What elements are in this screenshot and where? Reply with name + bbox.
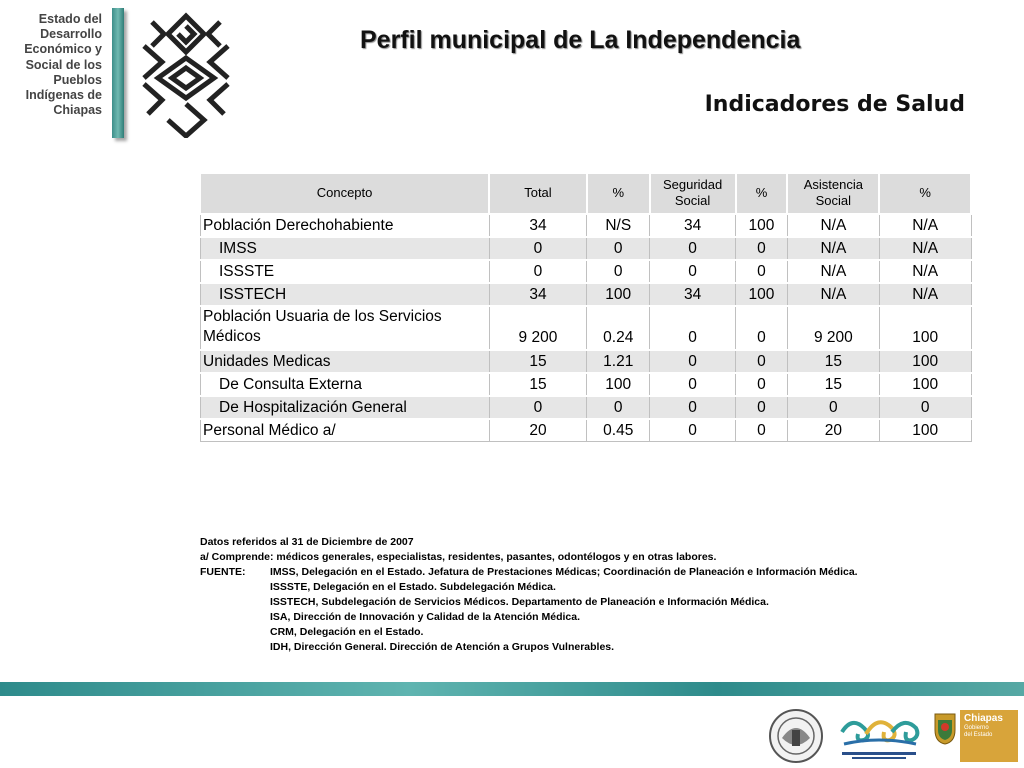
org-line: Pueblos (53, 72, 102, 87)
row-concept: Población Usuaria de los Servicios Médicos (201, 306, 490, 350)
table-row (201, 306, 972, 350)
table-cell-seg-pct: 0 (736, 396, 788, 419)
org-line: Indígenas de (25, 88, 102, 103)
table-row (201, 396, 972, 419)
source-line: ISA, Dirección de Innovación y Calidad de la Atención Médica. (270, 611, 581, 623)
column-header-total: Total (489, 174, 587, 214)
table-cell-asist-social: 0 (787, 396, 879, 419)
table-row (201, 373, 972, 396)
table-row (201, 283, 972, 306)
mexico-nacion-multicultural-logo-icon (838, 710, 920, 762)
section-title: Indicadores de Salud (704, 92, 965, 117)
table-cell-total: 20 (489, 419, 587, 442)
table-cell-seg-social: 0 (650, 419, 736, 442)
column-header-asistencia-pct: % (879, 174, 971, 214)
column-header-pct: % (587, 174, 650, 214)
footnote-a: a/ Comprende: médicos generales, especialistas, residentes, pasantes, odontélogos y en otras labores. (200, 551, 717, 563)
table-cell-seg-pct: 0 (736, 237, 788, 260)
source-line: IDH, Dirección General. Dirección de Atención a Grupos Vulnerables. (270, 641, 615, 653)
table-cell-seg-social: 34 (650, 214, 736, 237)
table-cell-asist-pct: 100 (879, 373, 971, 396)
table-cell-seg-pct: 0 (736, 260, 788, 283)
header-accent-bar (112, 8, 124, 138)
table-row (201, 260, 972, 283)
org-line: Social de los (25, 57, 102, 72)
row-concept: IMSS (201, 237, 490, 260)
org-line: Desarrollo (40, 27, 102, 42)
table-cell-total: 0 (489, 260, 587, 283)
table-cell-total: 34 (489, 214, 587, 237)
table-cell-seg-social: 0 (650, 350, 736, 373)
column-header-concepto: Concepto (201, 174, 490, 214)
health-indicators-table (200, 173, 972, 442)
table-cell-total: 0 (489, 396, 587, 419)
table-cell-seg-social: 0 (650, 306, 736, 350)
source-label: FUENTE: (200, 566, 246, 578)
table-cell-asist-pct: 0 (879, 396, 971, 419)
row-concept: De Hospitalización General (201, 396, 490, 419)
row-concept: ISSSTE (201, 260, 490, 283)
table-row (201, 214, 972, 237)
chiapas-coat-of-arms-icon (932, 710, 958, 746)
chiapas-box-line: del Estado (964, 732, 993, 738)
table-cell-pct: 0.24 (587, 306, 650, 350)
table-cell-total: 34 (489, 283, 587, 306)
table-cell-asist-pct: N/A (879, 260, 971, 283)
page-title: Perfil municipal de La Independencia (360, 26, 801, 54)
table-cell-pct: 0.45 (587, 419, 650, 442)
table-cell-asist-social: N/A (787, 260, 879, 283)
table-row (201, 419, 972, 442)
footnotes (200, 535, 858, 655)
table-cell-asist-social: 15 (787, 350, 879, 373)
table-cell-total: 15 (489, 350, 587, 373)
table-cell-seg-pct: 100 (736, 214, 788, 237)
table-cell-seg-pct: 0 (736, 306, 788, 350)
chiapas-government-logo (960, 710, 1018, 762)
table-cell-asist-social: 15 (787, 373, 879, 396)
table-cell-total: 0 (489, 237, 587, 260)
source-line: IMSS, Delegación en el Estado. Jefatura de Prestaciones Médicas; Coordinación de Planeación e Información Médica. (270, 566, 858, 578)
table-cell-pct: 100 (587, 373, 650, 396)
table-cell-total: 15 (489, 373, 587, 396)
table-header-row (201, 174, 972, 214)
table-row (201, 350, 972, 373)
row-concept: Población Derechohabiente (201, 214, 490, 237)
table-cell-total: 9 200 (489, 306, 587, 350)
table-cell-pct: 0 (587, 396, 650, 419)
chiapas-box-line: Gobierno (964, 725, 989, 731)
table-cell-asist-social: 20 (787, 419, 879, 442)
column-header-seguridad-social: Seguridad Social (650, 174, 736, 214)
indigenous-pattern-logo-icon (134, 8, 238, 138)
date-note: Datos referidos al 31 de Diciembre de 2007 (200, 536, 414, 548)
table-cell-asist-pct: N/A (879, 283, 971, 306)
table-cell-asist-social: N/A (787, 283, 879, 306)
table-cell-seg-pct: 0 (736, 350, 788, 373)
table-cell-asist-social: N/A (787, 214, 879, 237)
row-concept: ISSTECH (201, 283, 490, 306)
table-cell-pct: 0 (587, 260, 650, 283)
unam-seal-icon (768, 708, 824, 764)
table-cell-asist-pct: 100 (879, 350, 971, 373)
organization-name (14, 12, 102, 118)
table-cell-seg-social: 0 (650, 237, 736, 260)
table-cell-seg-pct: 0 (736, 373, 788, 396)
table-cell-seg-social: 0 (650, 396, 736, 419)
table-cell-pct: 1.21 (587, 350, 650, 373)
org-line: Chiapas (53, 103, 102, 118)
chiapas-box-title: Chiapas (964, 713, 1003, 724)
table-cell-seg-social: 0 (650, 260, 736, 283)
table-cell-asist-social: 9 200 (787, 306, 879, 350)
table-row (201, 237, 972, 260)
source-line: ISSSTE, Delegación en el Estado. Subdelegación Médica. (270, 581, 556, 593)
table-cell-asist-pct: 100 (879, 419, 971, 442)
table-cell-seg-pct: 100 (736, 283, 788, 306)
table-cell-asist-pct: N/A (879, 214, 971, 237)
table-cell-asist-pct: N/A (879, 237, 971, 260)
row-concept: Unidades Medicas (201, 350, 490, 373)
row-concept: De Consulta Externa (201, 373, 490, 396)
table-cell-pct: N/S (587, 214, 650, 237)
org-line: Estado del (38, 12, 102, 26)
source-line: CRM, Delegación en el Estado. (270, 626, 424, 638)
table-cell-seg-pct: 0 (736, 419, 788, 442)
column-header-seguridad-pct: % (736, 174, 788, 214)
footer-band (0, 682, 1024, 696)
source-line: ISSTECH, Subdelegación de Servicios Médicos. Departamento de Planeación e Información Médica. (270, 596, 769, 608)
table-cell-asist-pct: 100 (879, 306, 971, 350)
table-cell-seg-social: 34 (650, 283, 736, 306)
table-cell-pct: 100 (587, 283, 650, 306)
row-concept: Personal Médico a/ (201, 419, 490, 442)
org-line: Económico y (24, 42, 102, 57)
table-cell-seg-social: 0 (650, 373, 736, 396)
table-cell-pct: 0 (587, 237, 650, 260)
column-header-asistencia-social: Asistencia Social (787, 174, 879, 214)
table-cell-asist-social: N/A (787, 237, 879, 260)
